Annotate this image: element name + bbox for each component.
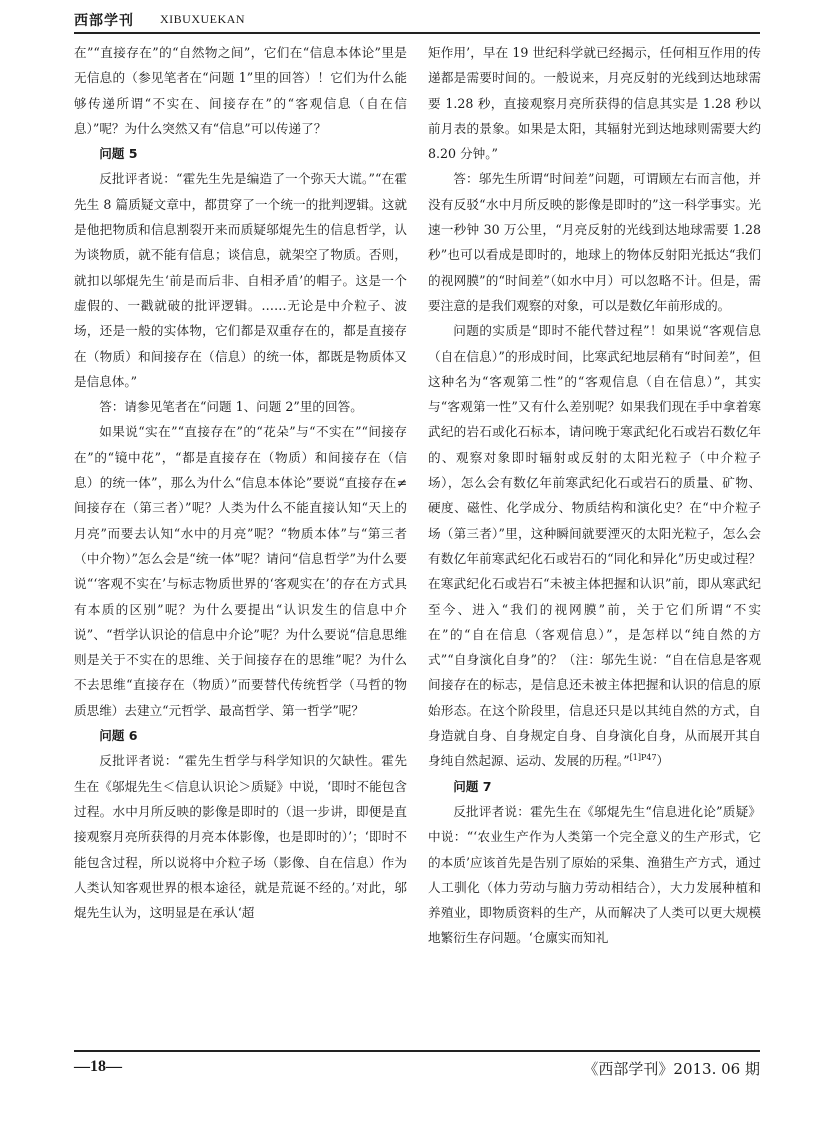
journal-title: 西部学刊 bbox=[74, 13, 134, 29]
page-number: —18— bbox=[74, 1058, 122, 1075]
note-closing-paren: ） bbox=[656, 753, 670, 769]
right-column bbox=[428, 40, 761, 1045]
citation-note: [1]P47 bbox=[629, 753, 657, 763]
paragraph: 答：邬先生所谓“时间差”问题，可谓顾左右而言他，并没有反驳“水中月所反映的影像是即时的”这一科学事实。光速一秒钟 30 万公里，“月亮反射的光线到达地球需要 1.28 秒”也可以看成是即时的，地球上的物体反射阳光抵达“我们的视网膜”的“时间差”（如水中月）可以忽略不计。但是，需要注意的是我们观察的对象，可以是数亿年前形成的。 bbox=[428, 171, 761, 313]
running-header bbox=[74, 10, 760, 34]
journal-title-latin: XIBUXUEKAN bbox=[160, 12, 245, 26]
paragraph: 问题的实质是“即时不能代替过程”！如果说“客观信息（自在信息）”的形成时间，比寒武纪地层稍有“时间差”，但这种名为“客观第二性”的“客观信息（自在信息）”，其实与“客观第一性”又有什么差别呢？如果我们现在手中拿着寒武纪的岩石或化石标本，请问晚于寒武纪化石或岩石数亿年的、观察对象即时辐射或反射的太阳光粒子（中介粒子场），怎么会有数亿年前寒武纪化石或岩石的质量、矿物、硬度、磁性、化学成分、物质结构和演化史？在“中介粒子场（第三者）”里，这种瞬间就要湮灭的太阳光粒子，怎么会有数亿年前寒武纪化石或岩石的“同化和异化”历史或过程？在寒武纪化石或岩石“未被主体把握和认识”前，即从寒武纪至今、进入“我们的视网膜”前，关于它们所谓“不实在”的“自在信息（客观信息）”，是怎样以“纯自然的方式”“自身演化自身”的？（注：邬先生说：“自在信息是客观间接存在的标志，是信息还未被主体把握和认识的信息的原始形态。在这个阶段里，信息还只是以其纯自然的方式，自身造就自身、自身规定自身、自身演化自身，从而展开其自身纯自然起源、运动、发展的历程。”$^{[1]P47}$） bbox=[428, 323, 761, 769]
page-footer bbox=[74, 1050, 760, 1082]
paragraph: 在”“直接存在”的“自然物之间”，它们在“信息本体论”里是无信息的（参见笔者在“问题 1”里的回答）！它们为什么能够传递所谓“不实在、间接存在”的“客观信息（自在信息）”呢？为什么突然又有“信息”可以传递了？ bbox=[74, 45, 407, 136]
section-heading: 问题 5 bbox=[99, 146, 138, 162]
paragraph: 反批评者说：霍先生在《邬焜先生“信息进化论”质疑》中说：“‘农业生产作为人类第一个完全意义的生产形式，它的本质’应该首先是告别了原始的采集、渔猎生产方式，通过人工驯化（体力劳动与脑力劳动相结合），大力发展种植和养殖业，即物质资料的生产，从而解决了人类可以更大规模地繁衍生存问题。‘仓廪实而知礼 bbox=[428, 803, 761, 946]
paragraph: 反批评者说：“霍先生哲学与科学知识的欠缺性。霍先生在《邬焜先生＜信息认识论＞质疑》中说，‘即时不能包含过程。水中月所反映的影像是即时的（退一步讲，即便是直接观察月亮所获得的月亮本体影像，也是即时的）’；‘即时不能包含过程，所以说将中介粒子场（影像、自在信息）作为人类认知客观世界的根本途径，就是荒诞不经的。’对此，邬焜先生认为，这明显是在承认‘超 bbox=[74, 753, 407, 921]
left-column bbox=[74, 40, 407, 1045]
paragraph: 如果说“实在”“直接存在”的“花朵”与“不实在”“间接存在”的“镜中花”，“都是直接存在（物质）和间接存在（信息）的统一体”，那么为什么“信息本体论”要说“直接存在≠间接存在（第三者）”呢？人类为什么不能直接认知“天上的月亮”而要去认知“水中的月亮”呢？“物质本体”与“第三者（中介物）”怎么会是“统一体”呢？请问“信息哲学”为什么要说“‘客观不实在’与标志物质世界的‘客观实在’的存在方式具有本质的区别”呢？为什么要提出“认识发生的信息中介说”、“哲学认识论的信息中介论”呢？为什么要说“信息思维则是关于不实在的思维、关于间接存在的思维”呢？为什么不去思维“直接存在（物质）”而要替代传统哲学（马哲的物质思维）去建立“元哲学、最高哲学、第一哲学”呢？ bbox=[74, 424, 407, 718]
section-heading: 问题 7 bbox=[453, 778, 492, 794]
paragraph: 答：请参见笔者在“问题 1、问题 2”里的回答。 bbox=[99, 399, 363, 415]
paragraph: 反批评者说：“霍先生先是编造了一个弥天大谎。”“在霍先生 8 篇质疑文章中，都贯穿了一个统一的批判逻辑。这就是他把物质和信息割裂开来而质疑邬焜先生的信息哲学，认为谈物质，就不能有信息；谈信息，就架空了物质。否则，就扣以邬焜先生‘前是而后非、自相矛盾’的帽子。这是一个虚假的、一戳就破的批评逻辑。……无论是中介粒子、波场，还是一般的实体物，它们都是双重存在的，都是直接存在（物质）和间接存在（信息）的统一体，都既是物质体又是信息体。” bbox=[74, 171, 407, 389]
paragraph: 矩作用’，早在 19 世纪科学就已经揭示，任何相互作用的传递都是需要时间的。一般说来，月亮反射的光线到达地球需要 1.28 秒，直接观察月亮所获得的信息其实是 1.28 秒以前月表的景象。如果是太阳，其辐射光到达地球则需要大约 8.20 分钟。” bbox=[428, 45, 761, 162]
section-heading: 问题 6 bbox=[99, 728, 138, 744]
issue-info: 《西部学刊》2013. 06 期 bbox=[583, 1060, 760, 1078]
